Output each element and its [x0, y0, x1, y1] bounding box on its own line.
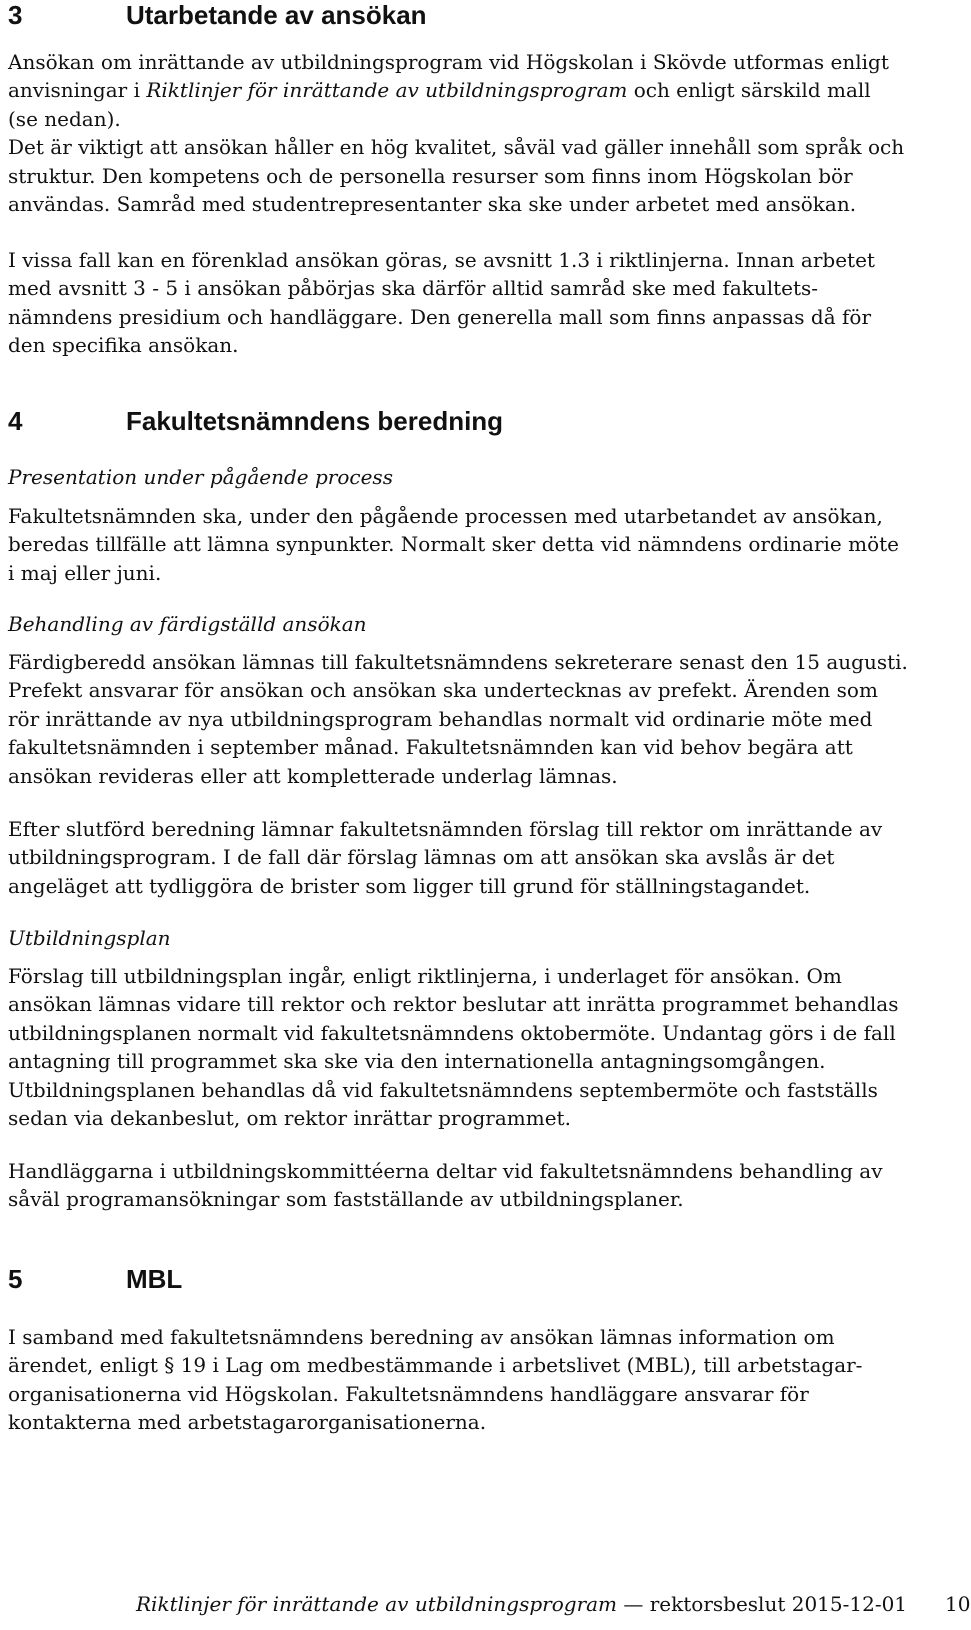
section-4-paragraph-4: Förslag till utbildningsplan ingår, enligt riktlinjerna, i underlaget för ansökan. Om ansökan lämnas vidare till rektor och rektor beslutar att inrätta programmet behandlas utbildningsplanen normalt vid fakultetsnämndens oktobermöte. Undantag görs i de fall antagning till programmet ska ske via den internationella antagningsomgången. Utbildningsplanen behandlas då vid fakultetsnämndens septembermöte och fastställs sedan via dekanbeslut, om rektor inrättar programmet.	[8, 964, 899, 1131]
section-title: Utarbetande av ansökan	[126, 0, 427, 30]
footer-document-title: Riktlinjer för inrättande av utbildningsprogram	[136, 1592, 618, 1616]
section-4-paragraph-1: Fakultetsnämnden ska, under den pågående processen med utarbetandet av ansökan, beredas tillfälle att lämna synpunkter. Normalt sker detta vid nämndens ordinarie möte i maj eller juni.	[8, 504, 899, 585]
section-3-paragraph-1	[8, 48, 958, 218]
text-run: och enligt särskild mall (se nedan). Det är viktigt att ansökan håller en hög kvalitet, såväl vad gäller innehåll som språk och struktur. Den kompetens och de personella resurser som finns inom Högskolan bör användas. Samråd med studentrepresentanter ska ske under arbetet med ansökan.	[8, 78, 905, 217]
subheading-utbildningsplan: Utbildningsplan	[8, 926, 171, 950]
section-4-paragraph-2: Färdigberedd ansökan lämnas till fakultetsnämndens sekreterare senast den 15 augusti. Prefekt ansvarar för ansökan och ansökan ska undertecknas av prefekt. Ärenden som rör inrättande av nya utbildningsprogram behandlas normalt vid ordinarie möte med fakultetsnämnden i september månad. Fakultetsnämnden kan vid behov begära att ansökan revideras eller att kompletterade underlag lämnas.	[8, 650, 908, 788]
section-5-heading	[8, 1264, 182, 1294]
section-number: 4	[8, 406, 23, 436]
footer-decision: — rektorsbeslut 2015-12-01	[617, 1592, 908, 1616]
page-footer	[136, 1591, 971, 1617]
section-4-paragraph-5: Handläggarna i utbildningskommittéerna deltar vid fakultetsnämndens behandling av såväl programansökningar som fastställande av utbildningsplaner.	[8, 1159, 883, 1212]
page-number: 10	[945, 1592, 971, 1616]
document-title-reference: Riktlinjer för inrättande av utbildningsprogram	[146, 78, 628, 103]
section-title: Fakultetsnämndens beredning	[126, 406, 504, 436]
subheading-behandling: Behandling av färdigställd ansökan	[8, 612, 367, 636]
section-number: 5	[8, 1264, 23, 1294]
section-5-paragraph-1: I samband med fakultetsnämndens beredning av ansökan lämnas information om ärendet, enligt § 19 i Lag om medbestämmande i arbetslivet (MBL), till arbetstagar- organisationerna vid Högskolan. Fakultetsnämndens handläggare ansvarar för kontakterna med arbetstagarorganisationerna.	[8, 1325, 863, 1435]
section-3-paragraph-2: I vissa fall kan en förenklad ansökan göras, se avsnitt 1.3 i riktlinjerna. Innan arbetet med avsnitt 3 - 5 i ansökan påbörjas ska därför alltid samråd ske med fakultets- nämndens presidium och handläggare. Den generella mall som finns anpassas då för den specifika ansökan.	[8, 248, 875, 358]
section-number: 3	[8, 0, 23, 30]
section-3-heading	[8, 0, 427, 30]
section-4-heading	[8, 406, 503, 436]
subheading-presentation: Presentation under pågående process	[8, 465, 393, 489]
section-title: MBL	[126, 1264, 183, 1294]
section-4-paragraph-3: Efter slutförd beredning lämnar fakultetsnämnden förslag till rektor om inrättande av utbildningsprogram. I de fall där förslag lämnas om att ansökan ska avslås är det angeläget att tydliggöra de brister som ligger till grund för ställningstagandet.	[8, 817, 883, 898]
text-run: Ansökan om inrättande av utbildningsprogram vid Högskolan i Skövde utformas enligt anvisningar i	[8, 50, 889, 103]
